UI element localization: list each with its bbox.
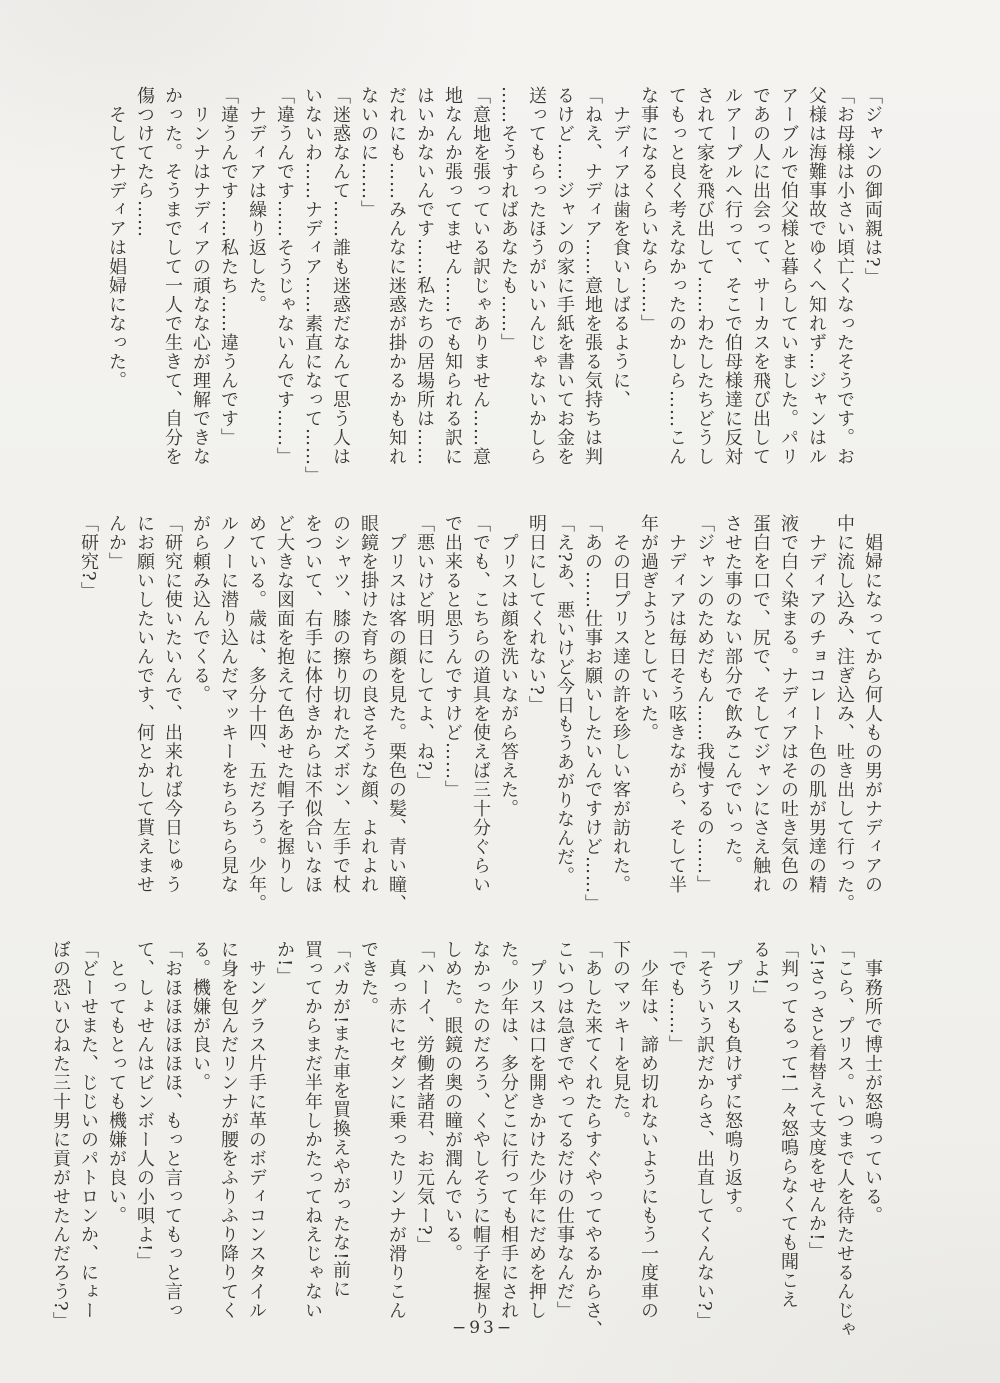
text-column: プリスは客の顔を見た。栗色の髪、青い瞳、	[386, 514, 407, 913]
text-column: 明日にしてくれない?」	[526, 514, 547, 715]
text-column: されて家を飛び出して……わたしたちどうし	[694, 86, 715, 466]
text-column: 「おほほほほほほ、もっと言ってもっと言っ	[162, 940, 183, 1320]
text-block-top	[102, 86, 886, 486]
text-column: る。機嫌が良い。	[190, 940, 211, 1092]
text-column: るよ!」	[750, 940, 771, 1006]
text-column: であの人に出会って、サーカスを飛び出して	[750, 86, 771, 466]
text-column: とってもとっても機嫌が良い。	[106, 940, 127, 1225]
text-column: 「どーせまた、じじいのパトロンか、にょー	[78, 940, 99, 1320]
text-column: 「こら、プリス。いつまで人を待たせるんじゃ	[834, 940, 855, 1339]
text-column: ないのに……」	[358, 86, 379, 219]
text-column: 液で白く染まる。ナディアはその吐き気色の	[778, 514, 799, 894]
text-column: か!」	[274, 940, 295, 987]
text-column: かった。そうまでして一人で生きて、自分を	[162, 86, 183, 466]
text-column: で出来ると思うんですけど……」	[442, 514, 463, 799]
text-column: 真っ赤にセダンに乗ったリンナが滑りこん	[386, 940, 407, 1320]
text-column: サングラス片手に革のボディコンスタイル	[246, 940, 267, 1320]
text-column: 下のマッキーを見た。	[610, 940, 631, 1130]
text-column: めている。歳は、多分十四、五だろう。少年。	[246, 514, 267, 913]
text-column: 「研究?」	[78, 514, 99, 601]
text-column: だれにも……みんなに迷惑が掛かるかも知れ	[386, 86, 407, 466]
text-column: 送ってもらったほうがいいんじゃないかしら	[526, 86, 547, 466]
text-column: るけど……ジャンの家に手紙を書いてお金を	[554, 86, 575, 466]
text-column: ……そうすればあなたも……」	[498, 86, 519, 352]
text-column: 「そういう訳だからさ、出直してくんない?」	[694, 940, 715, 1331]
text-column: ルアーブルへ行って、そこで伯母様達に反対	[722, 86, 743, 466]
text-column: 「迷惑なんて……誰も迷惑だなんて思う人は	[330, 86, 351, 466]
text-block-bottom	[46, 940, 886, 1342]
text-column: 「研究に使いたいんで、出来れば今日じゅう	[162, 514, 183, 894]
text-column: なかったのだろう、くやしそうに帽子を握り	[470, 940, 491, 1320]
text-column: 「ジャンのためだもん……我慢するの……」	[694, 514, 715, 894]
text-column: 買ってからまだ半年しかたってねえじゃない	[302, 940, 323, 1320]
text-column: アーブルで伯父様と暮らしていました。パリ	[778, 86, 799, 466]
text-column: 娼婦になってから何人もの男がナディアの	[862, 514, 883, 894]
text-column: いないわ……ナディア……素直になって……」	[302, 86, 323, 485]
text-column: 「違うんです……そうじゃないんです……」	[274, 86, 295, 466]
text-column: プリスは口を開きかけた少年にだめを押し	[526, 940, 547, 1320]
text-column: のシャツ、膝の擦り切れたズボン、左手で杖	[330, 514, 351, 894]
text-column: できた。	[358, 940, 379, 1016]
text-column: 「判ってるって!一々怒鳴らなくても聞こえ	[778, 940, 799, 1310]
text-column: 「あした来てくれたらすぐやってやるからさ、	[582, 940, 603, 1339]
text-column: 「あの……仕事お願いしたいんですけど……」	[582, 514, 603, 913]
text-column: リンナはナディアの頑なな心が理解できな	[190, 86, 211, 466]
text-column: ナディアは繰り返した。	[246, 86, 267, 314]
text-column: 中に流し込み、注ぎ込み、吐き出して行った。	[834, 514, 855, 913]
text-column: 蛋白を口で、尻で、そしてジャンにさえ触れ	[750, 514, 771, 894]
text-column: プリスも負けずに怒鳴り返す。	[722, 940, 743, 1225]
text-column: 「意地を張っている訳じゃありません……意	[470, 86, 491, 466]
text-block-middle	[74, 514, 886, 916]
text-column: た。少年は、多分どこに行っても相手にされ	[498, 940, 519, 1320]
text-column: はいかないんです……私たちの居場所は……	[414, 86, 435, 466]
text-column: 少年は、諦め切れないようにもう一度車の	[638, 940, 659, 1320]
text-column: プリスは顔を洗いながら答えた。	[498, 514, 519, 818]
text-column: 「ハーイ、労働者諸君、お元気ー?」	[414, 940, 435, 1255]
text-column: その日プリス達の許を珍しい客が訪れた。	[610, 514, 631, 894]
text-column: をついて、右手に体付きからは不似合いなほ	[302, 514, 323, 894]
text-column: ど大きな図面を抱えて色あせた帽子を握りし	[274, 514, 295, 894]
text-column: てもっと良く考えなかったのかしら……こん	[666, 86, 687, 466]
text-column: な事になるくらいなら……」	[638, 86, 659, 333]
text-column: 「え?あ、悪いけど今日もうあがりなんだ。	[554, 514, 575, 886]
text-column: に身を包んだリンナが腰をふりふり降りてく	[218, 940, 239, 1320]
text-column: がら頼み込んでくる。	[190, 514, 211, 704]
text-column: ぼの恐いひねた三十男に貢がせたんだろう?」	[50, 940, 71, 1331]
text-column: 眼鏡を掛けた育ちの良さそうな顔、よれよれ	[358, 514, 379, 894]
text-column: 「ねえ、ナディア……意地を張る気持ちは判	[582, 86, 603, 466]
text-column: 「でも……」	[666, 940, 687, 1054]
text-column: させた事のない部分で飲みこんでいった。	[722, 514, 743, 875]
text-column: 年が過ぎようとしていた。	[638, 514, 659, 742]
text-column: 傷つけてたら……	[134, 86, 155, 238]
text-column: ナディアのチョコレート色の肌が男達の精	[806, 514, 827, 894]
page-number: −93−	[452, 1318, 515, 1338]
text-column: 父様は海難事故でゆくへ知れず…ジャンはル	[806, 86, 827, 466]
text-column: 「バカが!また車を買換えやがったな!前に	[330, 940, 351, 1299]
text-column: 「違うんです……私たち……違うんです」	[218, 86, 239, 447]
text-column: ナディアは毎日そう呟きながら、そして半	[666, 514, 687, 894]
text-column: にお願いしたいんです、何とかして貰えませ	[134, 514, 155, 894]
text-column: 「お母様は小さい頃亡くなったそうです。お	[834, 86, 855, 466]
text-column: そしてナディアは娼婦になった。	[106, 86, 127, 390]
text-column: て、しょせんはビンボー人の小唄よ!」	[134, 940, 155, 1272]
text-column: ルノーに潜り込んだマッキーをちらちら見な	[218, 514, 239, 894]
text-column: ナディアは歯を食いしばるように、	[610, 86, 631, 409]
text-column: 地なんか張ってません……でも知られる訳に	[442, 86, 463, 466]
text-column: い!さっさと着替えて支度をせんか!」	[806, 940, 827, 1261]
text-column: 「でも、こちらの道具を使えば三十分ぐらい	[470, 514, 491, 894]
text-column: 「悪いけど明日にしてよ、ね?」	[414, 514, 435, 791]
text-column: んか」	[106, 514, 127, 571]
text-column: 事務所で博士が怒鳴っている。	[862, 940, 883, 1225]
text-column: こいつは急ぎでやってるだけの仕事なんだ」	[554, 940, 575, 1320]
text-column: しめた。眼鏡の奥の瞳が潤んでいる。	[442, 940, 463, 1263]
text-column: 「ジャンの御両親は?」	[862, 86, 883, 287]
